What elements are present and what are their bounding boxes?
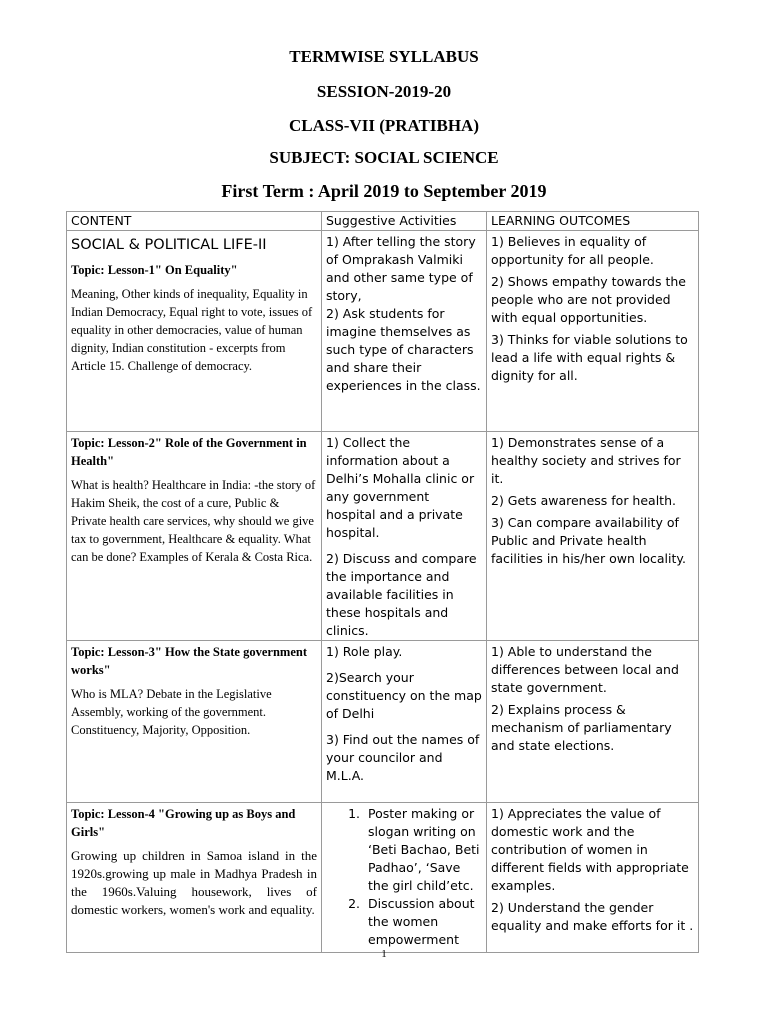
table-header-row [67, 212, 699, 231]
outcomes-cell [487, 641, 699, 803]
outcome-item: 2) Understand the gender equality and make efforts for it . [491, 900, 694, 933]
topic-title: Topic: Lesson-1" On Equality" [71, 263, 238, 277]
topic-content: Growing up children in Samoa island in the 1920s.growing up male in Madhya Pradesh in the 1960s.Valuing housework, lives of domestic workers, women's work and equality. [71, 848, 317, 917]
topic-title: Topic: Lesson-4 "Growing up as Boys and Girls" [71, 807, 296, 839]
content-cell [67, 803, 322, 953]
session-heading: SESSION-2019-20 [316, 82, 452, 101]
page-number: 1 [381, 948, 387, 960]
outcome-item: 1) Able to understand the differences between local and state government. [491, 644, 679, 695]
activities-cell [322, 803, 487, 953]
content-cell [67, 432, 322, 641]
header-content: CONTENT [67, 212, 322, 231]
topic-content: Meaning, Other kinds of inequality, Equality in Indian Democracy, Equal right to vote, issues of equality in other democracies, value of human dignity, Indian constitution - excerpts from Article 15. Challenge of democracy. [71, 287, 313, 373]
outcome-item: 2) Gets awareness for health. [491, 493, 676, 508]
activity-item: 3) Find out the names of your councilor and M.L.A. [326, 732, 480, 783]
activities-list [326, 805, 482, 949]
activities-cell [322, 231, 487, 432]
activity-item: 1) Collect the information about a Delhi’s Mohalla clinic or any government hospital and a private hospital. [326, 435, 475, 540]
document-title: TERMWISE SYLLABUS [289, 47, 479, 66]
syllabus-table [66, 211, 699, 953]
outcome-item: 2) Explains process & mechanism of parliamentary and state elections. [491, 702, 672, 753]
activity-item: 2) Discuss and compare the importance and available facilities in these hospitals and clinics. [326, 551, 477, 638]
activities-cell [322, 432, 487, 641]
outcome-item: 3) Thinks for viable solutions to lead a life with equal rights & dignity for all. [491, 332, 688, 383]
class-heading: CLASS-VII (PRATIBHA) [288, 116, 479, 135]
topic-title: Topic: Lesson-2" Role of the Government in Health" [71, 436, 307, 468]
content-cell [67, 231, 322, 432]
topic-content: What is health? Healthcare in India: -the story of Hakim Sheik, the cost of a cure, Public & Private health care services, why should we give tax to government, Healthcare & equality. What can be done? Examples of Kerala & Costa Rica. [71, 478, 316, 564]
topic-content: Who is MLA? Debate in the Legislative Assembly, working of the government. Constituency, Majority, Opposition. [71, 687, 272, 737]
header-activities: Suggestive Activities [322, 212, 487, 231]
table-row [67, 803, 699, 953]
outcome-item: 2) Shows empathy towards the people who are not provided with equal opportunities. [491, 274, 686, 325]
content-cell [67, 641, 322, 803]
outcome-item: 1) Demonstrates sense of a healthy society and strives for it. [491, 435, 681, 486]
outcome-item: 1) Believes in equality of opportunity for all people. [491, 234, 654, 267]
table-row [67, 231, 699, 432]
activity-item: 2)Search your constituency on the map of Delhi [326, 670, 482, 721]
outcome-item: 3) Can compare availability of Public and Private health facilities in his/her own locality. [491, 515, 686, 566]
header-outcomes: LEARNING OUTCOMES [487, 212, 699, 231]
activity-item: 2. Discussion about the women empowerment [364, 895, 482, 949]
activity-item: 1) Role play. [326, 644, 403, 659]
outcomes-cell [487, 803, 699, 953]
outcomes-cell [487, 432, 699, 641]
activity-item: 1) After telling the story of Omprakash Valmiki and other same type of story, [326, 234, 476, 303]
outcomes-cell [487, 231, 699, 432]
table-row [67, 641, 699, 803]
activity-item: 2) Ask students for imagine themselves as such type of characters and share their experiences in the class. [326, 306, 481, 393]
topic-title: Topic: Lesson-3" How the State government works" [71, 645, 307, 677]
activity-item: 1. Poster making or slogan writing on ‘Beti Bachao, Beti Padhao’, ‘Save the girl child’etc. [364, 805, 482, 895]
section-title: SOCIAL & POLITICAL LIFE-II [71, 237, 267, 253]
activities-cell [322, 641, 487, 803]
table-row [67, 432, 699, 641]
term-heading: First Term : April 2019 to September 2019 [221, 181, 547, 201]
subject-heading: SUBJECT: SOCIAL SCIENCE [269, 148, 499, 167]
outcome-item: 1) Appreciates the value of domestic work and the contribution of women in different fields with appropriate examples. [491, 806, 689, 893]
